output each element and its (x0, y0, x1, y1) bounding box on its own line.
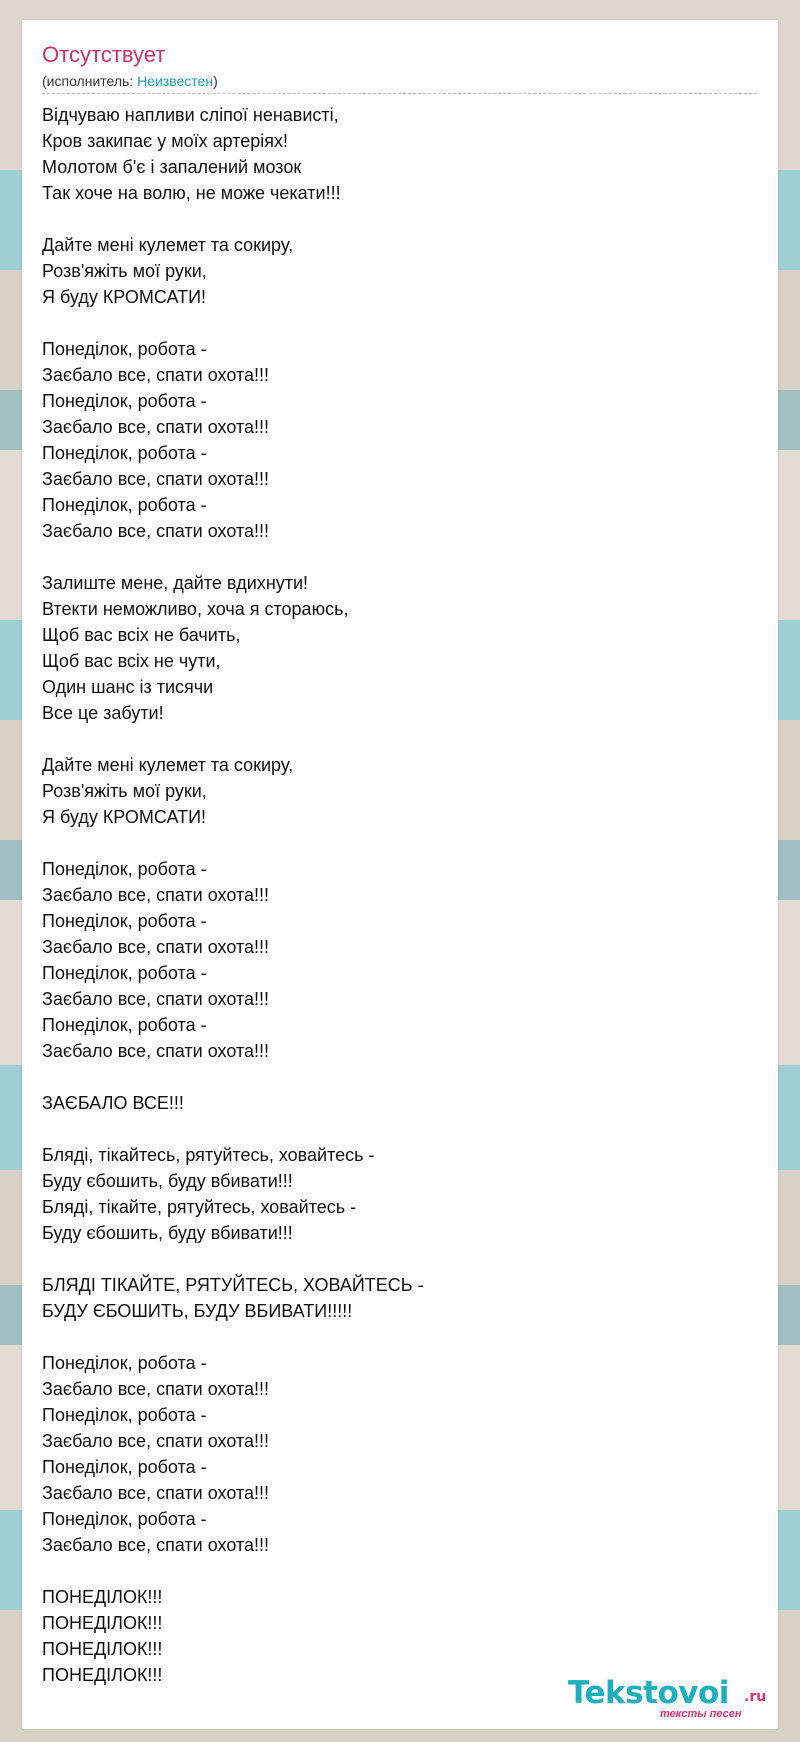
lyric-line: Понеділок, робота - (42, 1353, 207, 1373)
artist-line (42, 72, 218, 90)
lyric-line: БУДУ ЄБОШИТЬ, БУДУ ВБИВАТИ!!!!! (42, 1301, 353, 1321)
lyric-blank-line (42, 1246, 762, 1272)
lyric-blank-line (42, 544, 762, 570)
lyric-line: Заєбало все, спати охота!!! (42, 885, 270, 905)
lyric-line: Заєбало все, спати охота!!! (42, 989, 270, 1009)
logo-domain: .ru (744, 1689, 767, 1705)
lyric-line: ЗАЄБАЛО ВСЕ!!! (42, 1093, 184, 1113)
lyric-line: Все це забути! (42, 703, 164, 723)
lyric-line: Заєбало все, спати охота!!! (42, 1041, 270, 1061)
lyric-line: Буду єбошить, буду вбивати!!! (42, 1223, 293, 1243)
lyric-blank-line (42, 726, 762, 752)
title-divider (42, 93, 757, 94)
artist-prefix: (исполнитель: (42, 73, 138, 89)
lyric-line: Відчуваю напливи сліпої ненависті, (42, 105, 339, 125)
lyric-line: Заєбало все, спати охота!!! (42, 1483, 270, 1503)
lyric-line: Один шанс із тисячи (42, 677, 214, 697)
lyric-line: Понеділок, робота - (42, 1457, 207, 1477)
lyric-blank-line (42, 1558, 762, 1584)
lyric-line: Понеділок, робота - (42, 339, 207, 359)
lyrics-card (22, 20, 778, 1729)
lyric-line: Бляді, тікайте, рятуйтесь, ховайтесь - (42, 1197, 357, 1217)
lyric-line: Я буду КРОМСАТИ! (42, 807, 207, 827)
lyric-line: Понеділок, робота - (42, 1015, 207, 1035)
lyric-line: Бляді, тікайтесь, рятуйтесь, ховайтесь - (42, 1145, 375, 1165)
lyric-line: Понеділок, робота - (42, 963, 207, 983)
artist-link[interactable]: Неизвестен (137, 73, 214, 89)
lyric-line: Щоб вас всіх не чути, (42, 651, 221, 671)
lyric-line: ПОНЕДІЛОК!!! (42, 1587, 163, 1607)
lyric-blank-line (42, 1116, 762, 1142)
lyric-line: Заєбало все, спати охота!!! (42, 469, 270, 489)
lyric-line: Заєбало все, спати охота!!! (42, 417, 270, 437)
lyric-line: Заєбало все, спати охота!!! (42, 521, 270, 541)
lyric-line: Втекти неможливо, хоча я стораюсь, (42, 599, 349, 619)
lyric-line: БЛЯДІ ТІКАЙТЕ, РЯТУЙТЕСЬ, ХОВАЙТЕСЬ - (42, 1275, 424, 1295)
lyric-line: Кров закипає у моїх артеріях! (42, 131, 289, 151)
artist-suffix: ) (213, 73, 218, 89)
lyric-blank-line (42, 830, 762, 856)
lyric-line: Заєбало все, спати охота!!! (42, 937, 270, 957)
lyric-line: Понеділок, робота - (42, 443, 207, 463)
site-logo[interactable] (568, 1675, 778, 1720)
lyric-line: Понеділок, робота - (42, 495, 207, 515)
lyric-blank-line (42, 1324, 762, 1350)
logo-tagline: тексты песен (660, 1708, 742, 1720)
lyric-line: Понеділок, робота - (42, 1509, 207, 1529)
lyric-line: Молотом б'є і запалений мозок (42, 157, 302, 177)
logo-wordmark: Tekstovoi (568, 1675, 729, 1711)
lyric-blank-line (42, 1064, 762, 1090)
lyrics-body (42, 102, 762, 1688)
lyric-line: Заєбало все, спати охота!!! (42, 365, 270, 385)
lyric-line: Розв'яжіть мої руки, (42, 261, 207, 281)
lyric-line: Понеділок, робота - (42, 1405, 207, 1425)
lyric-line: Буду єбошить, буду вбивати!!! (42, 1171, 293, 1191)
lyric-blank-line (42, 310, 762, 336)
lyric-line: Заєбало все, спати охота!!! (42, 1431, 270, 1451)
lyric-line: Залиште мене, дайте вдихнути! (42, 573, 309, 593)
lyric-line: Щоб вас всіх не бачить, (42, 625, 241, 645)
lyric-line: Дайте мені кулемет та сокиру, (42, 755, 294, 775)
lyric-line: ПОНЕДІЛОК!!! (42, 1639, 163, 1659)
lyric-line: Розв'яжіть мої руки, (42, 781, 207, 801)
lyric-blank-line (42, 206, 762, 232)
lyric-line: Так хоче на волю, не може чекати!!! (42, 183, 341, 203)
lyric-line: Я буду КРОМСАТИ! (42, 287, 207, 307)
lyric-line: Дайте мені кулемет та сокиру, (42, 235, 294, 255)
song-title: Отсутствует (42, 42, 166, 67)
lyric-line: Понеділок, робота - (42, 911, 207, 931)
lyric-line: Заєбало все, спати охота!!! (42, 1535, 270, 1555)
lyric-line: ПОНЕДІЛОК!!! (42, 1613, 163, 1633)
lyric-line: Понеділок, робота - (42, 391, 207, 411)
lyric-line: ПОНЕДІЛОК!!! (42, 1665, 163, 1685)
lyric-line: Заєбало все, спати охота!!! (42, 1379, 270, 1399)
lyric-line: Понеділок, робота - (42, 859, 207, 879)
